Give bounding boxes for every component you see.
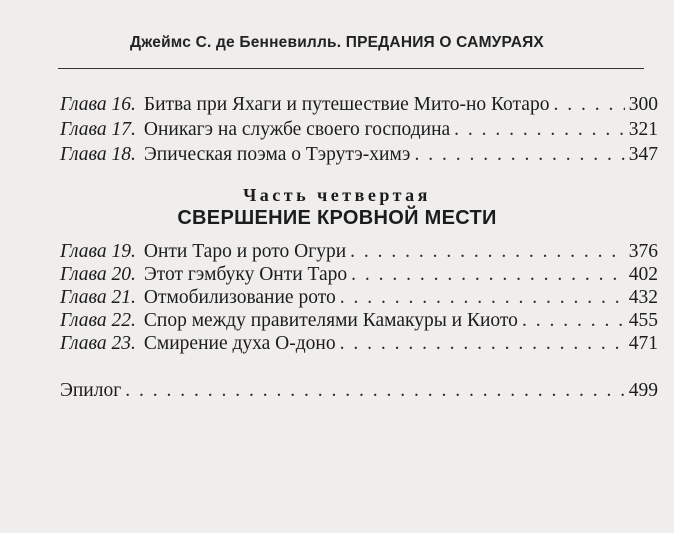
dot-leader — [340, 332, 625, 356]
page-number: 300 — [628, 94, 658, 115]
chapter-title: Онти Таро и рото Огури — [143, 241, 347, 262]
dot-leader — [125, 379, 625, 403]
toc-row-chapter-18[interactable] — [60, 143, 658, 167]
page-number: 347 — [628, 144, 658, 165]
toc-row-chapter-17[interactable] — [60, 118, 658, 142]
dot-leader — [414, 143, 624, 167]
dot-leader — [350, 240, 625, 264]
toc-row-epilogue[interactable] — [60, 379, 658, 403]
page-number: 499 — [628, 380, 658, 401]
dot-leader — [351, 263, 625, 287]
toc-row-chapter-20[interactable] — [60, 263, 658, 287]
toc-row-chapter-23[interactable] — [60, 332, 658, 356]
chapter-label: Глава 17. — [60, 119, 136, 140]
chapter-label: Глава 23. — [60, 333, 136, 354]
chapter-label: Глава 16. — [60, 94, 136, 115]
epilogue-title: Эпилог — [60, 380, 122, 401]
page-number: 321 — [628, 119, 658, 140]
toc-row-chapter-16[interactable] — [60, 93, 658, 117]
part-label: Часть четвертая — [243, 185, 431, 205]
page-number: 432 — [628, 287, 658, 308]
chapter-title: Битва при Яхаги и путешествие Мито-но Котаро — [143, 94, 550, 115]
header-rule — [58, 68, 644, 69]
chapter-title: Эпическая поэма о Тэрутэ-химэ — [143, 144, 411, 165]
chapter-label: Глава 21. — [60, 287, 136, 308]
dot-leader — [522, 309, 625, 333]
chapter-title: Отмобилизование рото — [143, 287, 336, 308]
part-title: СВЕРШЕНИЕ КРОВНОЙ МЕСТИ — [177, 207, 497, 229]
running-head: Джеймс С. де Бенневилль. ПРЕДАНИЯ О САМУРАЯХ — [130, 34, 544, 51]
chapter-title: Оникагэ на службе своего господина — [143, 119, 451, 140]
dot-leader — [340, 286, 625, 310]
page-number: 471 — [628, 333, 658, 354]
toc-row-chapter-19[interactable] — [60, 240, 658, 264]
chapter-title: Смирение духа О-доно — [143, 333, 336, 354]
dot-leader — [454, 118, 625, 142]
chapter-title: Этот гэмбуку Онти Таро — [143, 264, 348, 285]
chapter-title: Спор между правителями Камакуры и Киото — [143, 310, 518, 331]
toc-row-chapter-22[interactable] — [60, 309, 658, 333]
chapter-label: Глава 18. — [60, 144, 136, 165]
chapter-label: Глава 22. — [60, 310, 136, 331]
page-number: 376 — [628, 241, 658, 262]
chapter-label: Глава 20. — [60, 264, 136, 285]
dot-leader — [553, 93, 624, 117]
page-number: 455 — [628, 310, 658, 331]
page-number: 402 — [628, 264, 658, 285]
toc-row-chapter-21[interactable] — [60, 286, 658, 310]
chapter-label: Глава 19. — [60, 241, 136, 262]
